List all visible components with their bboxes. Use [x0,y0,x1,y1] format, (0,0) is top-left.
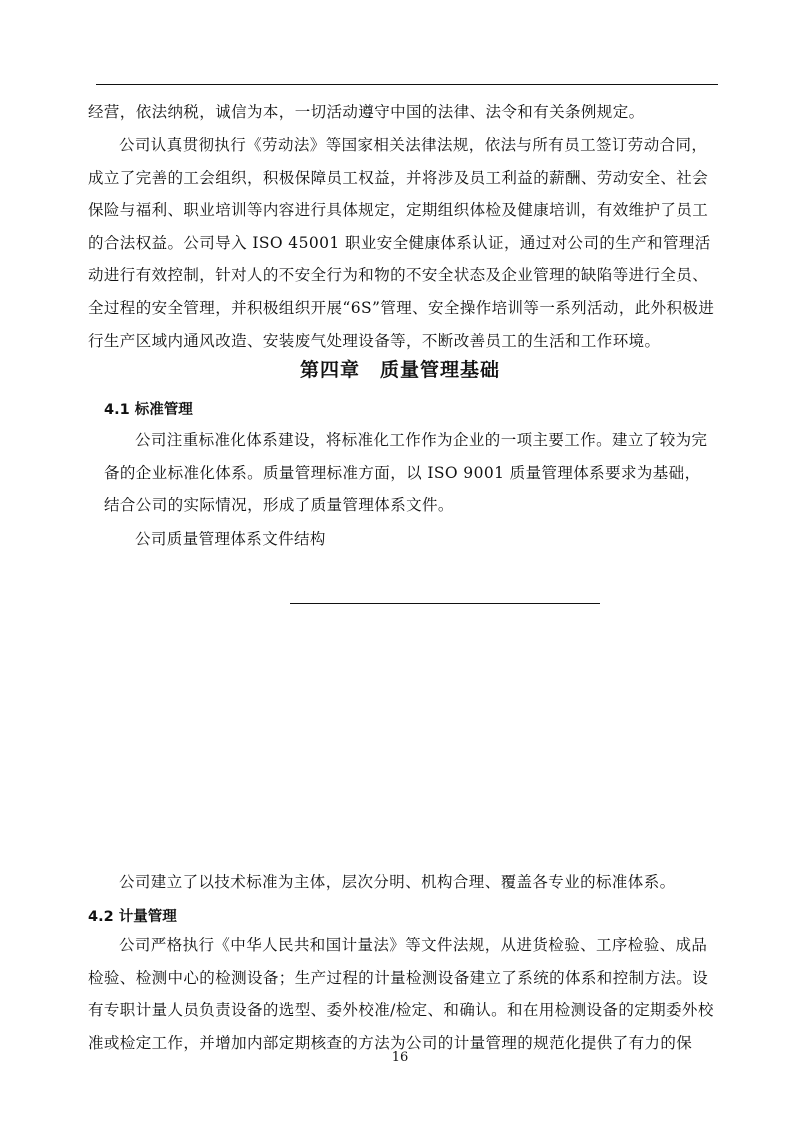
page-number: 16 [391,1050,409,1065]
chapter-title: 第四章 质量管理基础 [299,359,500,381]
paragraph-labor-law: 公司认真贯彻执行《劳动法》等国家相关法律法规，依法与所有员工签订劳动合同，成立了完善的工会组织，积极保障员工权益，并将涉及员工利益的薪酬、劳动安全、社会保险与福利、职业培训等内容进行具体规定，定期组织体检及健康培训，有效维护了员工的合法权益。公司导入 ISO 45001 职业安全健康体系认证，通过对公司的生产和管理活动进行有效控制，针对人的不安全行为和物的不安全状态及企业管理的缺陷等进行全员、全过程的安全管理，并积极组织开展“6S”管理、安全操作培训等一系列活动，此外积极进行生产区域内通风改造、安装废气处理设备等，不断改善员工的生活和工作环境。 [88,136,715,350]
section-heading-standard-management: 4.1 标准管理 [104,402,193,418]
paragraph-standard-system: 公司建立了以技术标准为主体，层次分明、机构合理、覆盖各专业的标准体系。 [119,873,676,891]
paragraph-standardization: 公司注重标准化体系建设，将标准化工作作为企业的一项主要工作。建立了较为完备的企业标准化体系。质量管理标准方面，以 ISO 9001 质量管理体系要求为基础，结合公司的实际情况，形成了质量管理体系文件。 [104,431,708,515]
section-heading-metrology-management: 4.2 计量管理 [88,909,177,925]
header-rule [96,84,718,85]
paragraph-continuation: 经营，依法纳税，诚信为本，一切活动遵守中国的法律、法令和有关条例规定。 [88,103,645,121]
paragraph-metrology: 公司严格执行《中华人民共和国计量法》等文件法规，从进货检验、工序检验、成品检验、检测中心的检测设备；生产过程的计量检测设备建立了系统的体系和控制方法。设有专职计量人员负责设备的选型、委外校准/检定、和确认。和在用检测设备的定期委外校准或检定工作，并增加内部定期核查的方法为公司的计量管理的规范化提供了有力的保 [88,936,714,1052]
figure-caption: 公司质量管理体系文件结构 [135,530,326,548]
figure-rule [290,603,600,604]
